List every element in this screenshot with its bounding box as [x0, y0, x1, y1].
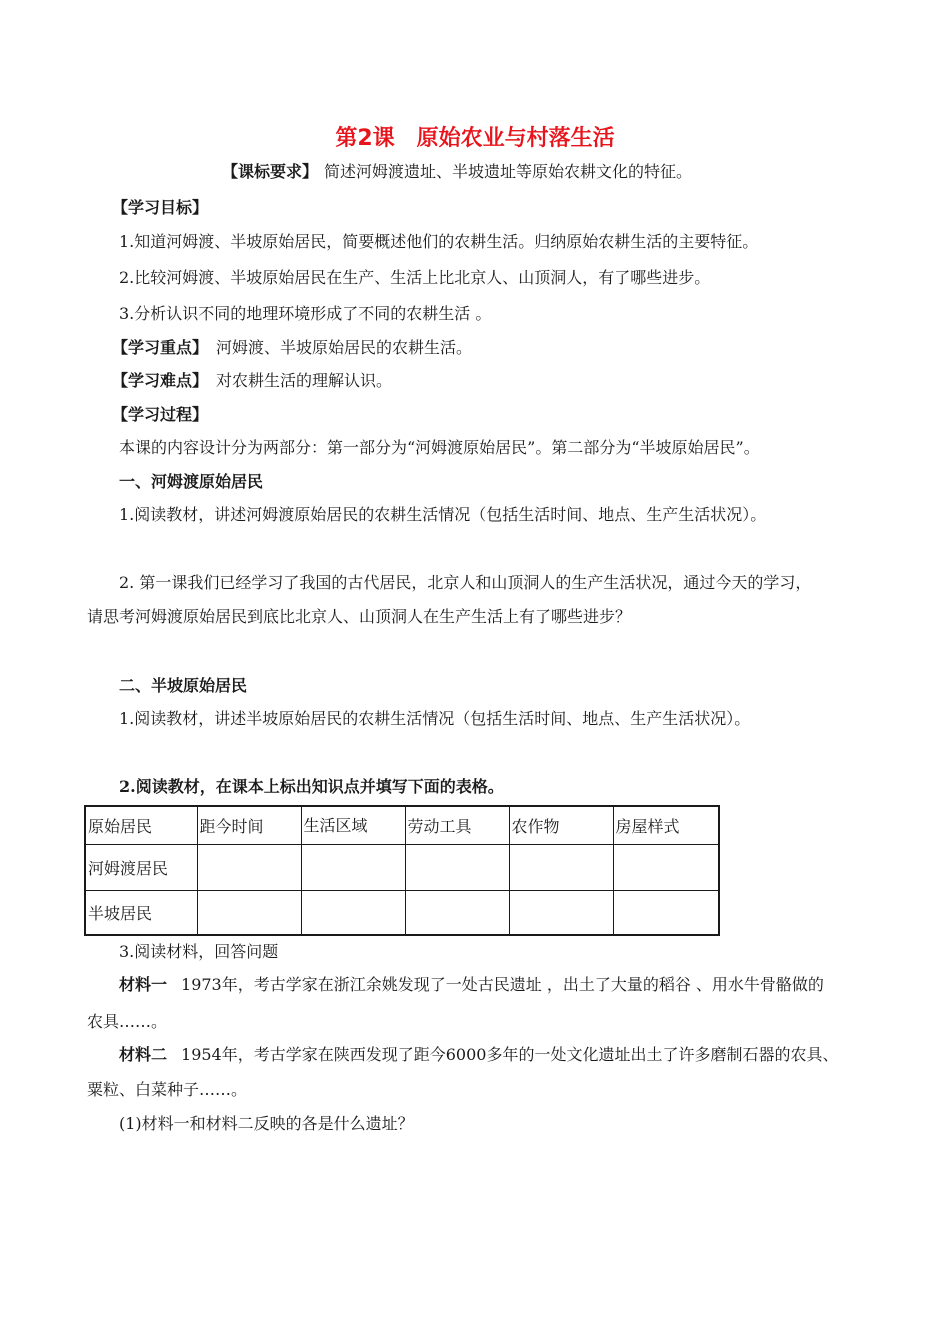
- process-label: 【学习过程】: [112, 405, 209, 424]
- table-cell[interactable]: [301, 844, 405, 890]
- process-intro: 本课的内容设计分为两部分：第一部分为“河姆渡原始居民”。第二部分为“半坡原始居民”。: [119, 438, 760, 457]
- table-cell[interactable]: [613, 844, 719, 890]
- section2-question-2: 2.阅读教材，在课本上标出知识点并填写下面的表格。: [119, 777, 504, 796]
- table-cell[interactable]: [405, 890, 509, 935]
- knowledge-table: [84, 805, 720, 936]
- table-header-row: [85, 806, 719, 844]
- table-row: [85, 844, 719, 890]
- section2-heading: 二、半坡原始居民: [119, 676, 248, 695]
- section1-question-1: 1.阅读教材，讲述河姆渡原始居民的农耕生活情况（包括生活时间、地点、生产生活状况）。: [119, 505, 767, 524]
- table-cell[interactable]: [197, 890, 301, 935]
- material1-line1: [119, 974, 824, 996]
- difficulty-text: 对农耕生活的理解认识。: [216, 371, 393, 390]
- table-header-cell: 原始居民: [85, 806, 197, 844]
- material2-line1: [119, 1044, 838, 1066]
- table-cell[interactable]: [613, 890, 719, 935]
- table-cell[interactable]: [509, 890, 613, 935]
- standard-text: 简述河姆渡遗址、半坡遗址等原始农耕文化的特征。: [324, 162, 693, 181]
- table-header-cell: 生活区域: [301, 806, 405, 844]
- table-cell: 河姆渡居民: [85, 844, 197, 890]
- section2-question-1: 1.阅读教材，讲述半坡原始居民的农耕生活情况（包括生活时间、地点、生产生活状况）。: [119, 709, 751, 728]
- material2-line2: 粟粒、白菜种子……。: [87, 1080, 248, 1099]
- section1-heading: 一、河姆渡原始居民: [119, 472, 264, 491]
- difficulty-line: [112, 370, 392, 392]
- table-header-cell: 农作物: [509, 806, 613, 844]
- material2-label: 材料二: [119, 1045, 168, 1064]
- standard-label: 【课标要求】: [222, 162, 319, 181]
- material2-text: 1954年，考古学家在陕西发现了距今6000多年的一处文化遗址出土了许多磨制石器的农具、: [181, 1045, 839, 1064]
- material1-line2: 农具……。: [87, 1012, 168, 1031]
- key-point-label: 【学习重点】: [112, 338, 209, 357]
- material1-label: 材料一: [119, 975, 168, 994]
- goals-label: 【学习目标】: [112, 198, 209, 217]
- goal-item-1: 1.知道河姆渡、半坡原始居民，简要概述他们的农耕生活。归纳原始农耕生活的主要特征。: [119, 232, 759, 251]
- table-header-cell: 劳动工具: [405, 806, 509, 844]
- table-header-cell: 房屋样式: [613, 806, 719, 844]
- section1-question-2-line1: 2. 第一课我们已经学习了我国的古代居民，北京人和山顶洞人的生产生活状况，通过今天的学习，: [119, 573, 812, 592]
- key-point-text: 河姆渡、半坡原始居民的农耕生活。: [216, 338, 473, 357]
- goal-item-3: 3.分析认识不同的地理环境形成了不同的农耕生活 。: [119, 304, 492, 323]
- section1-question-2-line2: 请思考河姆渡原始居民到底比北京人、山顶洞人在生产生活上有了哪些进步？: [87, 607, 632, 626]
- table-cell[interactable]: [301, 890, 405, 935]
- table-cell[interactable]: [509, 844, 613, 890]
- material1-text: 1973年，考古学家在浙江余姚发现了一处古民遗址 ，出土了大量的稻谷 、用水牛骨骼做的: [181, 975, 824, 994]
- table-cell[interactable]: [405, 844, 509, 890]
- table-cell[interactable]: [197, 844, 301, 890]
- table-header-cell: 距今时间: [197, 806, 301, 844]
- goal-item-2: 2.比较河姆渡、半坡原始居民在生产、生活上比北京人、山顶洞人，有了哪些进步。: [119, 268, 711, 287]
- difficulty-label: 【学习难点】: [112, 371, 209, 390]
- sub-question-1: (1)材料一和材料二反映的各是什么遗址？: [119, 1114, 414, 1133]
- table-cell: 半坡居民: [85, 890, 197, 935]
- key-point-line: [112, 337, 472, 359]
- lesson-title: 第2课 原始农业与村落生活: [335, 126, 615, 151]
- standard-line: [222, 161, 692, 183]
- table-row: [85, 890, 719, 935]
- section2-question-3: 3.阅读材料，回答问题: [119, 942, 279, 961]
